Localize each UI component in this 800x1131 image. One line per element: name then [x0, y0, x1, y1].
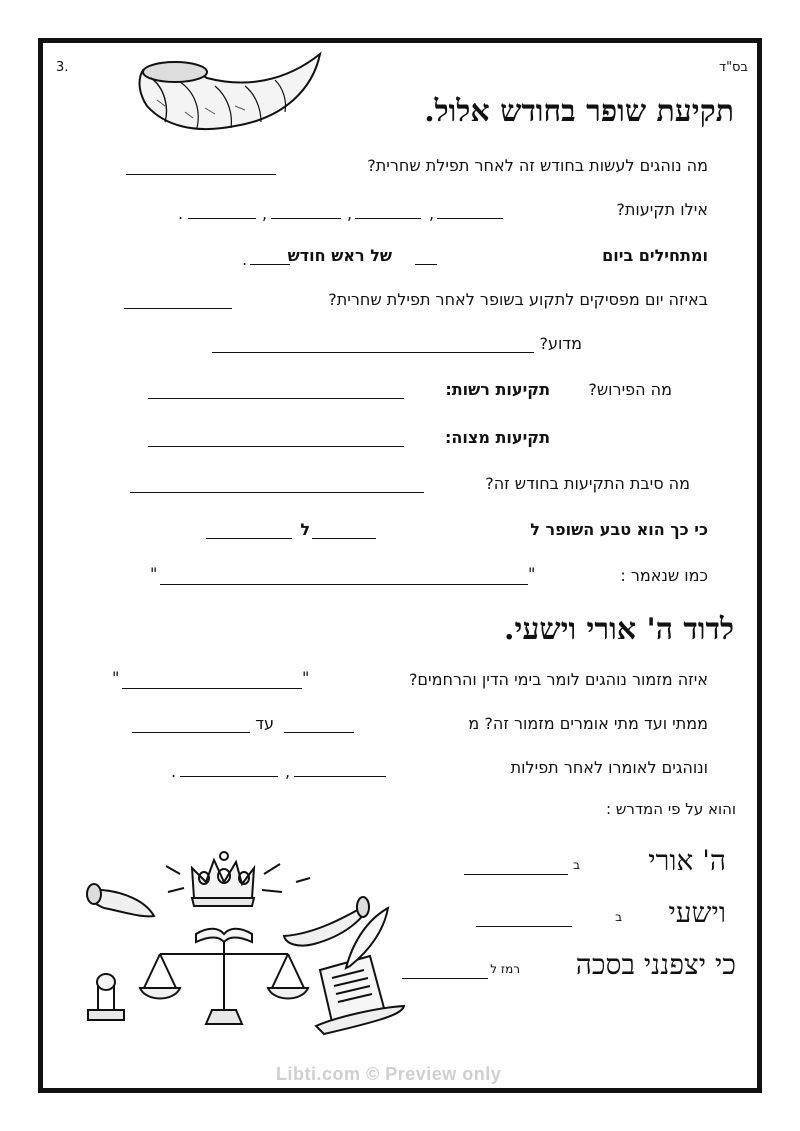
q4-answer-blank[interactable] — [124, 292, 232, 309]
q2-text: אילו תקיעות? — [616, 200, 708, 219]
q2-blank-1[interactable] — [437, 202, 503, 219]
q6-mitzva-label: תקיעות מצוה: — [445, 428, 550, 447]
q2-blank-4[interactable] — [188, 202, 256, 219]
q4-text: באיזה יום מפסיקים לתקוע בשופר לאחר תפילת שחרית? — [328, 290, 708, 309]
s2-q1-text: איזה מזמור נוהגים לומר בימי הדין והרחמים? — [408, 670, 708, 689]
midrash-3-blank[interactable] — [402, 962, 488, 979]
q1-answer-blank[interactable] — [126, 158, 276, 175]
s2-q1-blank[interactable] — [122, 672, 302, 689]
s2-q2-mid-text: עד — [255, 714, 274, 733]
q6-reshut-blank[interactable] — [148, 382, 404, 399]
q8-blank-2[interactable] — [206, 522, 292, 539]
page-number: 3. — [56, 60, 69, 75]
midrash-1-text: ה' אורי — [648, 844, 726, 877]
q8-start-text: כי כך הוא טבע השופר ל — [530, 520, 708, 539]
midrash-1-blank[interactable] — [464, 858, 568, 875]
q1-text: מה נוהגים לעשות בחודש זה לאחר תפילת שחרית? — [367, 156, 708, 175]
q3-blank-day[interactable] — [415, 248, 437, 265]
midrash-2-prefix: ב — [615, 910, 622, 924]
q9-quote-blank[interactable] — [160, 568, 528, 585]
midrash-1-prefix: ב — [573, 858, 580, 872]
q2-blank-2[interactable] — [355, 202, 421, 219]
preview-watermark: Libti.com © Preview only — [276, 1064, 502, 1084]
bsd-label: בס"ד — [718, 60, 748, 75]
q5-answer-blank[interactable] — [212, 336, 534, 353]
s2-q4-text: והוא על פי המדרש : — [605, 800, 736, 818]
midrash-3-text: כי יצפנני בסכה — [575, 948, 736, 981]
s2-q2-blank-from[interactable] — [284, 716, 354, 733]
q3-mid-text: של ראש חודש — [287, 246, 392, 265]
midrash-2-text: וישעי — [668, 896, 726, 929]
s2-q2-start-text: ממתי ועד מתי אומרים מזמור זה? מ — [468, 714, 708, 733]
s2-q3-text: ונוהגים לאומרו לאחר תפילות — [510, 758, 708, 777]
q5-text: מדוע? — [539, 334, 582, 353]
q9-text: כמו שנאמר : — [620, 566, 708, 585]
q7-text: מה סיבת התקיעות בחודש זה? — [485, 474, 690, 493]
s2-q3-blank-2[interactable] — [180, 760, 278, 777]
midrash-3-prefix: רמז ל — [490, 962, 520, 976]
section2-title: לדוד ה' אורי וישעי. — [504, 612, 734, 647]
q6-mitzva-blank[interactable] — [148, 430, 404, 447]
shofar-illustration — [135, 48, 335, 148]
s2-q2-blank-until[interactable] — [132, 716, 250, 733]
q3-start-text: ומתחילים ביום — [602, 246, 708, 265]
q8-mid-text: ל — [300, 520, 310, 539]
q6-reshut-label: תקיעות רשות: — [445, 380, 550, 399]
q3-blank-month[interactable] — [250, 248, 290, 265]
q7-answer-blank[interactable] — [130, 476, 424, 493]
q6-label: מה הפירוש? — [588, 380, 672, 399]
q2-blank-3[interactable] — [271, 202, 341, 219]
judgment-day-illustration — [84, 838, 414, 1038]
section1-title: תקיעת שופר בחודש אלול. — [424, 94, 734, 129]
q8-blank-1[interactable] — [312, 522, 376, 539]
s2-q3-blank-1[interactable] — [294, 760, 386, 777]
midrash-2-blank[interactable] — [476, 910, 572, 927]
